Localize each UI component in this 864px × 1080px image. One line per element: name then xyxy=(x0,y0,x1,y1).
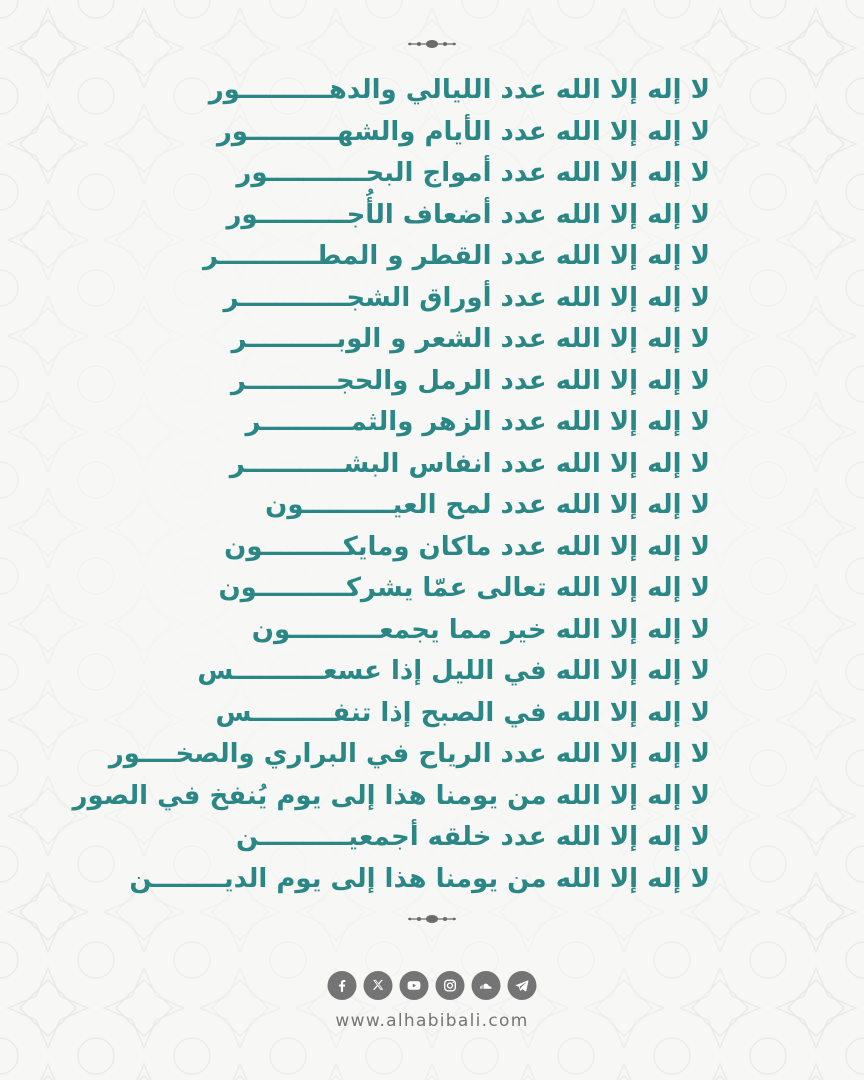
youtube-icon[interactable] xyxy=(400,971,429,1000)
dhikr-line-2: لا إله إلا الله عدد الأيام والشهــــــــــور xyxy=(216,116,710,147)
dhikr-line-15: لا إله إلا الله في الليل إذا عسعــــــــــس xyxy=(197,656,710,686)
dhikr-line-1: لا إله إلا الله عدد الليالي والدهــــــــــور xyxy=(208,75,710,105)
dhikr-line-14: لا إله إلا الله خير مما يجمعــــــــــون xyxy=(251,614,710,645)
facebook-icon[interactable] xyxy=(328,971,357,1000)
social-links xyxy=(328,971,537,1000)
dhikr-line-5: لا إله إلا الله عدد القطر و المطـــــــــــر xyxy=(202,241,710,271)
dhikr-line-17: لا إله إلا الله عدد الرياح في البراري والصخــــور xyxy=(108,739,710,769)
soundcloud-icon[interactable] xyxy=(472,971,501,1000)
dhikr-line-11: لا إله إلا الله عدد لمح العيــــــــــون xyxy=(265,490,710,520)
ornament-divider-top xyxy=(404,38,460,50)
dhikr-line-6: لا إله إلا الله عدد أوراق الشجــــــــــــر xyxy=(223,282,710,313)
dhikr-list xyxy=(72,70,710,900)
dhikr-line-8: لا إله إلا الله عدد الرمل والحجــــــــــر xyxy=(230,365,710,396)
ornament-divider-bottom xyxy=(404,913,460,925)
website-url[interactable]: www.alhabibali.com xyxy=(335,1011,529,1031)
instagram-icon[interactable] xyxy=(436,971,465,1000)
dhikr-line-7: لا إله إلا الله عدد الشعر و الوبــــــــــر xyxy=(231,324,710,354)
dhikr-line-19: لا إله إلا الله عدد خلقه أجمعيــــــــــن xyxy=(235,822,710,852)
dhikr-line-18: لا إله إلا الله من يومنا هذا إلى يوم يُنفخ في الصور xyxy=(72,780,710,811)
dhikr-line-16: لا إله إلا الله في الصبح إذا تنفـــــــــس xyxy=(215,697,710,728)
dhikr-line-13: لا إله إلا الله تعالى عمّا يشركــــــــــون xyxy=(218,573,710,603)
dhikr-line-3: لا إله إلا الله عدد أمواج البحـــــــــــور xyxy=(236,158,710,188)
telegram-icon[interactable] xyxy=(508,971,537,1000)
dhikr-line-9: لا إله إلا الله عدد الزهر والثمــــــــــر xyxy=(245,407,710,437)
dhikr-line-10: لا إله إلا الله عدد انفاس البشـــــــــــر xyxy=(229,448,710,479)
dhikr-line-12: لا إله إلا الله عدد ماكان ومايكـــــــــون xyxy=(224,531,710,562)
dhikr-line-4: لا إله إلا الله عدد أضعاف الأُجــــــــــور xyxy=(226,199,710,230)
x-icon[interactable] xyxy=(364,971,393,1000)
dhikr-line-20: لا إله إلا الله من يومنا هذا إلى يوم الديــــــــن xyxy=(129,863,710,894)
